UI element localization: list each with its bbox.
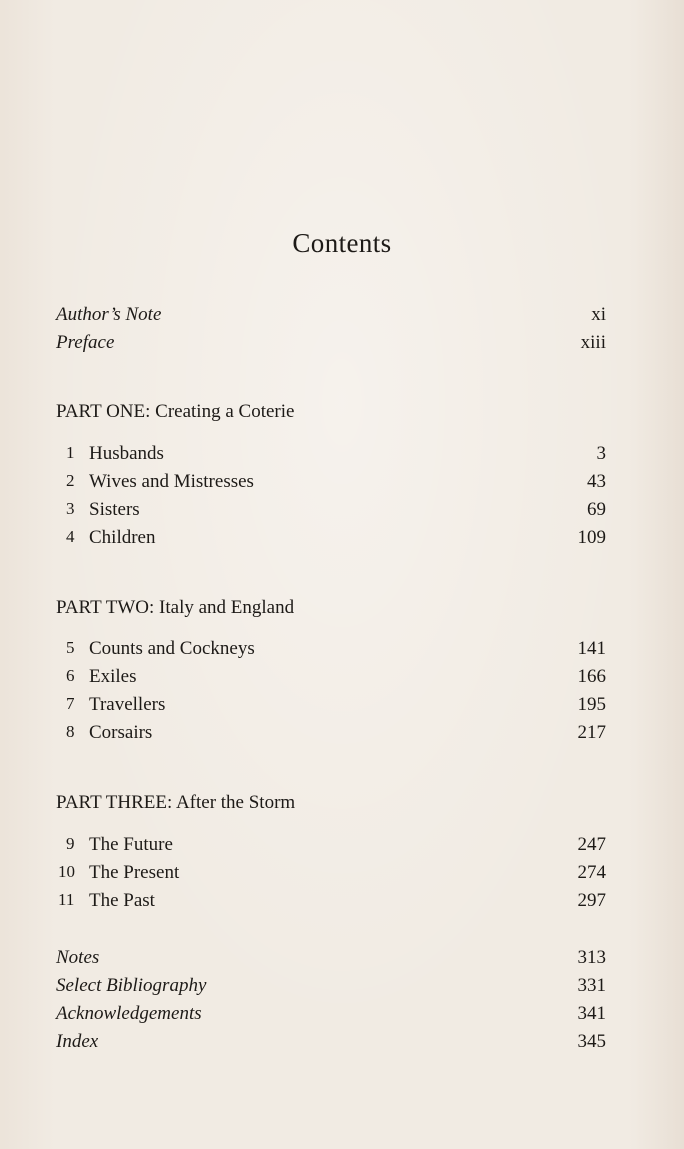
toc-entry-authors-note <box>56 304 606 332</box>
toc-page-number: 3 <box>596 443 606 464</box>
chapter-title: The Present <box>89 862 180 883</box>
chapter-title: Husbands <box>89 443 164 464</box>
toc-entry-index <box>56 1031 606 1059</box>
chapter-number: 11 <box>58 890 75 909</box>
chapter-number: 3 <box>66 499 75 518</box>
toc-entry-title: Select Bibliography <box>56 975 207 996</box>
toc-entry-title: Acknowledgements <box>56 1003 202 1024</box>
toc-chapter <box>56 443 606 471</box>
toc-chapter <box>56 666 606 694</box>
toc-entry-acknowledgements <box>56 1003 606 1031</box>
toc-entry-title: Index <box>56 1031 99 1052</box>
chapter-title: Wives and Mistresses <box>89 471 254 492</box>
toc-chapter <box>56 834 606 862</box>
toc-chapter <box>56 722 606 750</box>
toc-chapter <box>56 499 606 527</box>
chapter-number: 9 <box>66 834 75 853</box>
toc-page-number: 109 <box>577 527 606 548</box>
chapter-number: 1 <box>66 443 75 462</box>
toc-page-number: 43 <box>587 471 606 492</box>
chapter-title: Sisters <box>89 499 140 520</box>
chapter-title: Counts and Cockneys <box>89 638 255 659</box>
toc-chapter <box>56 638 606 666</box>
toc-chapter <box>56 890 606 918</box>
chapter-title: The Past <box>89 890 155 911</box>
toc-page-number: 166 <box>577 666 606 687</box>
toc-page-number: 297 <box>577 890 606 911</box>
chapter-title: Travellers <box>89 694 166 715</box>
toc-page-number: 313 <box>577 947 606 968</box>
chapter-number: 5 <box>66 638 75 657</box>
toc-page-number: 341 <box>577 1003 606 1024</box>
part-heading-three: PART THREE: After the Storm <box>56 792 296 813</box>
chapter-number: 6 <box>66 666 75 685</box>
toc-entry-notes <box>56 947 606 975</box>
part-heading-two: PART TWO: Italy and England <box>56 597 295 618</box>
toc-page-number: 331 <box>577 975 606 996</box>
toc-entry-title: Notes <box>56 947 100 968</box>
chapter-title: Children <box>89 527 156 548</box>
toc-chapter <box>56 694 606 722</box>
toc-page-number: 217 <box>577 722 606 743</box>
chapter-title: Exiles <box>89 666 137 687</box>
chapter-title: The Future <box>89 834 173 855</box>
toc-page-number: 247 <box>577 834 606 855</box>
toc-chapter <box>56 862 606 890</box>
toc-entry-title: Preface <box>56 332 115 353</box>
toc-page-number: 274 <box>577 862 606 883</box>
part-heading-one: PART ONE: Creating a Coterie <box>56 401 295 422</box>
toc-page-number: 69 <box>587 499 606 520</box>
chapter-number: 7 <box>66 694 75 713</box>
chapter-number: 8 <box>66 722 75 741</box>
chapter-title: Corsairs <box>89 722 153 743</box>
toc-entry-preface <box>56 332 606 360</box>
toc-chapter <box>56 527 606 555</box>
toc-page-number: xiii <box>580 332 606 353</box>
toc-page-number: 345 <box>577 1031 606 1052</box>
chapter-number: 4 <box>66 527 75 546</box>
toc-page-number: 141 <box>577 638 606 659</box>
toc-page-number: 195 <box>577 694 606 715</box>
toc-entry-bibliography <box>56 975 606 1003</box>
toc-page-number: xi <box>591 304 606 325</box>
toc-chapter <box>56 471 606 499</box>
page-title: Contents <box>292 228 392 258</box>
toc-entry-title: Author’s Note <box>56 304 162 325</box>
chapter-number: 2 <box>66 471 75 490</box>
chapter-number: 10 <box>58 862 75 881</box>
